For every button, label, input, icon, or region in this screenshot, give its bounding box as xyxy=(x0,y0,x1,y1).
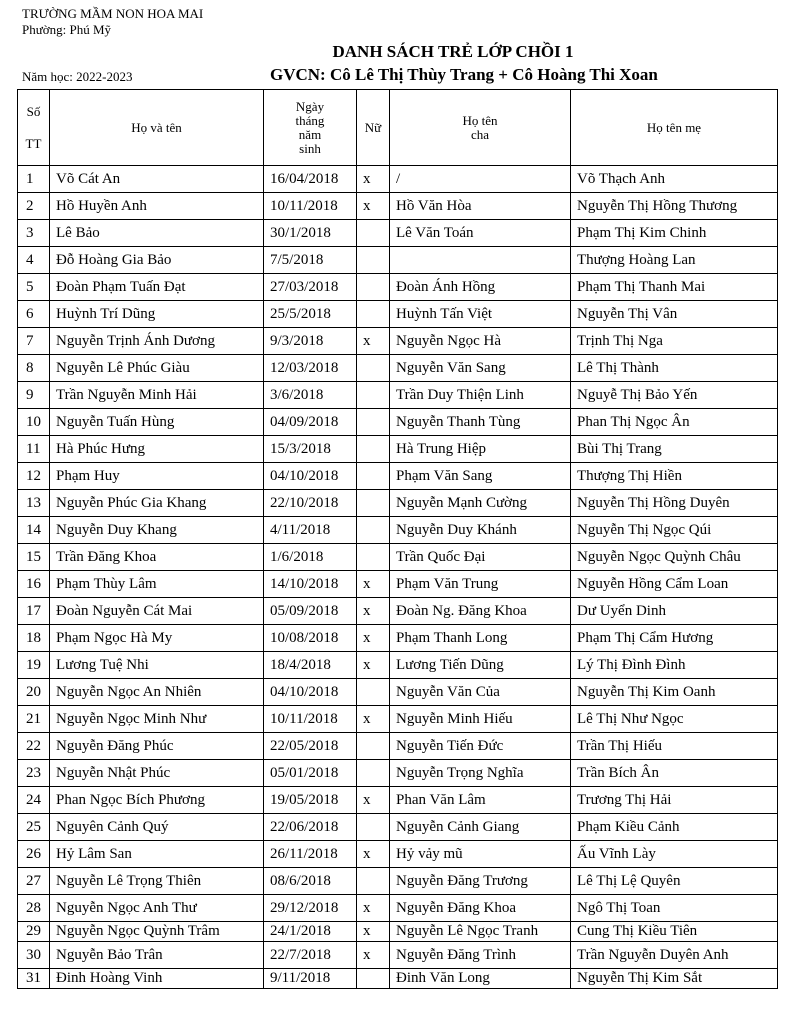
cell-father: Đinh Văn Long xyxy=(390,969,571,989)
cell-female xyxy=(357,868,390,895)
cell-mother: Trương Thị Hải xyxy=(571,787,778,814)
cell-stt: 27 xyxy=(18,868,50,895)
cell-name: Nguyên Cảnh Quý xyxy=(50,814,264,841)
document-title xyxy=(0,42,794,62)
table-row xyxy=(18,814,778,841)
cell-stt: 3 xyxy=(18,220,50,247)
cell-mother: Ấu Vĩnh Lày xyxy=(571,841,778,868)
cell-name: Phạm Huy xyxy=(50,463,264,490)
cell-mother: Võ Thạch Anh xyxy=(571,166,778,193)
cell-name: Đoàn Phạm Tuấn Đạt xyxy=(50,274,264,301)
cell-name: Võ Cát An xyxy=(50,166,264,193)
cell-name: Lê Bảo xyxy=(50,220,264,247)
cell-mother: Lý Thị Đình Đình xyxy=(571,652,778,679)
cell-stt: 13 xyxy=(18,490,50,517)
cell-dob: 05/09/2018 xyxy=(264,598,357,625)
table-row xyxy=(18,247,778,274)
table-row xyxy=(18,706,778,733)
cell-mother: Trần Nguyễn Duyên Anh xyxy=(571,942,778,969)
table-row xyxy=(18,841,778,868)
cell-father: Nguyễn Đăng Khoa xyxy=(390,895,571,922)
cell-female xyxy=(357,301,390,328)
cell-mother: Nguyễn Thị Vân xyxy=(571,301,778,328)
table-row xyxy=(18,463,778,490)
cell-name: Lương Tuệ Nhi xyxy=(50,652,264,679)
cell-name: Đỗ Hoàng Gia Bảo xyxy=(50,247,264,274)
cell-name: Đinh Hoàng Vinh xyxy=(50,969,264,989)
col-header-stt-line1: Số xyxy=(26,103,41,119)
cell-dob: 04/10/2018 xyxy=(264,463,357,490)
cell-father: Đoàn Ánh Hồng xyxy=(390,274,571,301)
cell-dob: 12/03/2018 xyxy=(264,355,357,382)
cell-name: Nguyễn Đăng Phúc xyxy=(50,733,264,760)
cell-dob: 04/09/2018 xyxy=(264,409,357,436)
table-row xyxy=(18,220,778,247)
cell-mother: Phạm Thị Thanh Mai xyxy=(571,274,778,301)
cell-mother: Thượng Hoàng Lan xyxy=(571,247,778,274)
cell-name: Hỷ Lâm San xyxy=(50,841,264,868)
cell-father: Phạm Thanh Long xyxy=(390,625,571,652)
cell-father: Nguyễn Ngọc Hà xyxy=(390,328,571,355)
table-row xyxy=(18,301,778,328)
cell-mother: Phạm Kiều Cảnh xyxy=(571,814,778,841)
table-row xyxy=(18,544,778,571)
cell-dob: 22/06/2018 xyxy=(264,814,357,841)
cell-dob: 24/1/2018 xyxy=(264,922,357,942)
cell-stt: 12 xyxy=(18,463,50,490)
cell-father xyxy=(390,247,571,274)
cell-stt: 30 xyxy=(18,942,50,969)
cell-dob: 27/03/2018 xyxy=(264,274,357,301)
table-row xyxy=(18,598,778,625)
cell-mother: Phan Thị Ngọc Ân xyxy=(571,409,778,436)
table-row xyxy=(18,679,778,706)
cell-female xyxy=(357,679,390,706)
cell-stt: 11 xyxy=(18,436,50,463)
cell-mother: Dư Uyển Dinh xyxy=(571,598,778,625)
table-row xyxy=(18,733,778,760)
cell-mother: Trần Thị Hiếu xyxy=(571,733,778,760)
cell-name: Nguyễn Tuấn Hùng xyxy=(50,409,264,436)
cell-mother: Bùi Thị Trang xyxy=(571,436,778,463)
cell-mother: Nguyễn Ngọc Quỳnh Châu xyxy=(571,544,778,571)
cell-dob: 10/08/2018 xyxy=(264,625,357,652)
table-row xyxy=(18,625,778,652)
cell-female: x xyxy=(357,571,390,598)
cell-dob: 29/12/2018 xyxy=(264,895,357,922)
cell-name: Nguyễn Phúc Gia Khang xyxy=(50,490,264,517)
cell-mother: Nguyễn Thị Hồng Duyên xyxy=(571,490,778,517)
cell-stt: 24 xyxy=(18,787,50,814)
cell-stt: 26 xyxy=(18,841,50,868)
cell-name: Huỳnh Trí Dũng xyxy=(50,301,264,328)
table-row xyxy=(18,895,778,922)
cell-stt: 21 xyxy=(18,706,50,733)
cell-mother: Lê Thị Thành xyxy=(571,355,778,382)
cell-name: Phạm Ngọc Hà My xyxy=(50,625,264,652)
cell-dob: 14/10/2018 xyxy=(264,571,357,598)
cell-name: Hà Phúc Hưng xyxy=(50,436,264,463)
col-header-stt xyxy=(18,90,50,166)
cell-stt: 4 xyxy=(18,247,50,274)
table-row xyxy=(18,166,778,193)
cell-name: Nguyễn Ngọc Quỳnh Trâm xyxy=(50,922,264,942)
cell-name: Hồ Huyền Anh xyxy=(50,193,264,220)
table-row xyxy=(18,868,778,895)
cell-stt: 8 xyxy=(18,355,50,382)
cell-father: Hỷ vảy mũ xyxy=(390,841,571,868)
cell-dob: 18/4/2018 xyxy=(264,652,357,679)
cell-father: Nguyễn Thanh Tùng xyxy=(390,409,571,436)
cell-stt: 19 xyxy=(18,652,50,679)
cell-female xyxy=(357,517,390,544)
cell-father: Phạm Văn Trung xyxy=(390,571,571,598)
cell-stt: 23 xyxy=(18,760,50,787)
cell-female: x xyxy=(357,942,390,969)
cell-stt: 9 xyxy=(18,382,50,409)
cell-dob: 08/6/2018 xyxy=(264,868,357,895)
table-row xyxy=(18,942,778,969)
table-row xyxy=(18,193,778,220)
cell-female xyxy=(357,814,390,841)
cell-mother: Trần Bích Ân xyxy=(571,760,778,787)
cell-dob: 4/11/2018 xyxy=(264,517,357,544)
cell-stt: 28 xyxy=(18,895,50,922)
cell-name: Nguyễn Lê Trọng Thiên xyxy=(50,868,264,895)
cell-stt: 17 xyxy=(18,598,50,625)
cell-female: x xyxy=(357,841,390,868)
cell-name: Nguyễn Nhật Phúc xyxy=(50,760,264,787)
cell-female xyxy=(357,490,390,517)
cell-stt: 22 xyxy=(18,733,50,760)
cell-father: Trần Duy Thiện Linh xyxy=(390,382,571,409)
cell-name: Đoàn Nguyễn Cát Mai xyxy=(50,598,264,625)
col-header-dob-line1: Ngày xyxy=(295,98,325,114)
homeroom-teachers: GVCN: Cô Lê Thị Thùy Trang + Cô Hoàng Thi Xoan xyxy=(270,65,658,84)
document-title-text: DANH SÁCH TRẺ LỚP CHỒI 1 xyxy=(332,42,574,61)
table-row xyxy=(18,517,778,544)
table-row xyxy=(18,969,778,989)
table-row xyxy=(18,760,778,787)
col-header-stt-line2: TT xyxy=(25,135,42,151)
cell-female xyxy=(357,274,390,301)
cell-father: Lê Văn Toán xyxy=(390,220,571,247)
cell-stt: 31 xyxy=(18,969,50,989)
cell-dob: 15/3/2018 xyxy=(264,436,357,463)
ward-name: Phường: Phú Mỹ xyxy=(22,22,112,37)
cell-dob: 10/11/2018 xyxy=(264,706,357,733)
cell-stt: 1 xyxy=(18,166,50,193)
cell-mother: Nguyễn Thị Kim Oanh xyxy=(571,679,778,706)
cell-female xyxy=(357,355,390,382)
cell-father: Nguyễn Văn Sang xyxy=(390,355,571,382)
cell-female xyxy=(357,382,390,409)
cell-female: x xyxy=(357,895,390,922)
cell-dob: 30/1/2018 xyxy=(264,220,357,247)
cell-father: Huỳnh Tấn Việt xyxy=(390,301,571,328)
cell-name: Nguyễn Ngọc Anh Thư xyxy=(50,895,264,922)
cell-mother: Ngô Thị Toan xyxy=(571,895,778,922)
cell-father: Phan Văn Lâm xyxy=(390,787,571,814)
cell-dob: 3/6/2018 xyxy=(264,382,357,409)
cell-father: Lương Tiến Dũng xyxy=(390,652,571,679)
cell-female xyxy=(357,733,390,760)
col-header-father-line2: cha xyxy=(470,126,490,142)
col-header-dob-line4: sinh xyxy=(299,140,321,156)
cell-father: Đoàn Ng. Đăng Khoa xyxy=(390,598,571,625)
col-header-female: Nữ xyxy=(357,90,390,166)
school-year: Năm học: 2022-2023 xyxy=(22,69,133,84)
cell-stt: 25 xyxy=(18,814,50,841)
cell-father: Hà Trung Hiệp xyxy=(390,436,571,463)
table-row xyxy=(18,328,778,355)
cell-father: Nguyễn Minh Hiếu xyxy=(390,706,571,733)
cell-name: Trần Đăng Khoa xyxy=(50,544,264,571)
cell-mother: Lê Thị Như Ngọc xyxy=(571,706,778,733)
cell-stt: 14 xyxy=(18,517,50,544)
cell-father: / xyxy=(390,166,571,193)
table-row xyxy=(18,652,778,679)
cell-female xyxy=(357,463,390,490)
cell-dob: 22/05/2018 xyxy=(264,733,357,760)
cell-mother: Phạm Thị Cẩm Hương xyxy=(571,625,778,652)
cell-female xyxy=(357,544,390,571)
table-header-row xyxy=(18,90,778,166)
cell-female xyxy=(357,760,390,787)
cell-father: Nguyễn Cảnh Giang xyxy=(390,814,571,841)
cell-stt: 7 xyxy=(18,328,50,355)
cell-dob: 22/10/2018 xyxy=(264,490,357,517)
table-row xyxy=(18,787,778,814)
col-header-dob-line3: năm xyxy=(298,126,322,142)
cell-female: x xyxy=(357,625,390,652)
cell-mother: Nguyễn Thị Ngọc Qúi xyxy=(571,517,778,544)
table-row xyxy=(18,922,778,942)
cell-dob: 9/11/2018 xyxy=(264,969,357,989)
cell-name: Phan Ngọc Bích Phương xyxy=(50,787,264,814)
cell-female: x xyxy=(357,598,390,625)
cell-father: Nguyễn Trọng Nghĩa xyxy=(390,760,571,787)
cell-name: Nguyễn Bảo Trân xyxy=(50,942,264,969)
cell-mother: Thượng Thị Hiền xyxy=(571,463,778,490)
cell-mother: Cung Thị Kiều Tiên xyxy=(571,922,778,942)
table-row xyxy=(18,436,778,463)
cell-stt: 18 xyxy=(18,625,50,652)
col-header-father xyxy=(390,90,571,166)
cell-dob: 9/3/2018 xyxy=(264,328,357,355)
cell-name: Nguyễn Duy Khang xyxy=(50,517,264,544)
cell-female: x xyxy=(357,706,390,733)
col-header-dob xyxy=(264,90,357,166)
cell-father: Nguyễn Đăng Trương xyxy=(390,868,571,895)
student-list-table xyxy=(17,89,778,989)
cell-father: Nguyễn Duy Khánh xyxy=(390,517,571,544)
cell-dob: 1/6/2018 xyxy=(264,544,357,571)
cell-mother: Nguyễ Thị Bảo Yến xyxy=(571,382,778,409)
col-header-father-line1: Họ tên xyxy=(462,112,498,128)
cell-stt: 5 xyxy=(18,274,50,301)
cell-name: Phạm Thùy Lâm xyxy=(50,571,264,598)
cell-stt: 16 xyxy=(18,571,50,598)
cell-father: Trần Quốc Đại xyxy=(390,544,571,571)
cell-stt: 10 xyxy=(18,409,50,436)
cell-dob: 7/5/2018 xyxy=(264,247,357,274)
cell-father: Hồ Văn Hòa xyxy=(390,193,571,220)
cell-name: Nguyễn Ngọc An Nhiên xyxy=(50,679,264,706)
cell-name: Nguyễn Trịnh Ánh Dương xyxy=(50,328,264,355)
cell-mother: Phạm Thị Kim Chinh xyxy=(571,220,778,247)
table-row xyxy=(18,382,778,409)
cell-mother: Lê Thị Lệ Quyên xyxy=(571,868,778,895)
cell-female xyxy=(357,969,390,989)
cell-dob: 05/01/2018 xyxy=(264,760,357,787)
cell-father: Phạm Văn Sang xyxy=(390,463,571,490)
cell-female: x xyxy=(357,922,390,942)
cell-father: Nguyễn Văn Của xyxy=(390,679,571,706)
cell-mother: Nguyễn Thị Kim Sắt xyxy=(571,969,778,989)
cell-dob: 26/11/2018 xyxy=(264,841,357,868)
cell-stt: 15 xyxy=(18,544,50,571)
cell-dob: 16/04/2018 xyxy=(264,166,357,193)
cell-dob: 19/05/2018 xyxy=(264,787,357,814)
cell-mother: Trịnh Thị Nga xyxy=(571,328,778,355)
cell-name: Nguyễn Lê Phúc Giàu xyxy=(50,355,264,382)
cell-female: x xyxy=(357,193,390,220)
cell-female: x xyxy=(357,787,390,814)
table-row xyxy=(18,571,778,598)
cell-name: Nguyễn Ngọc Minh Như xyxy=(50,706,264,733)
cell-name: Trần Nguyễn Minh Hải xyxy=(50,382,264,409)
col-header-dob-line2: tháng xyxy=(295,112,325,128)
cell-female: x xyxy=(357,652,390,679)
cell-stt: 6 xyxy=(18,301,50,328)
cell-stt: 2 xyxy=(18,193,50,220)
cell-father: Nguyễn Mạnh Cường xyxy=(390,490,571,517)
cell-father: Nguyễn Đăng Trình xyxy=(390,942,571,969)
cell-female xyxy=(357,409,390,436)
cell-stt: 29 xyxy=(18,922,50,942)
col-header-mother: Họ tên mẹ xyxy=(571,90,778,166)
cell-stt: 20 xyxy=(18,679,50,706)
cell-father: Nguyễn Lê Ngọc Tranh xyxy=(390,922,571,942)
cell-dob: 04/10/2018 xyxy=(264,679,357,706)
cell-father: Nguyễn Tiến Đức xyxy=(390,733,571,760)
table-row xyxy=(18,490,778,517)
col-header-name: Họ và tên xyxy=(50,90,264,166)
table-row xyxy=(18,274,778,301)
cell-dob: 10/11/2018 xyxy=(264,193,357,220)
cell-dob: 25/5/2018 xyxy=(264,301,357,328)
cell-mother: Nguyễn Thị Hồng Thương xyxy=(571,193,778,220)
cell-female xyxy=(357,247,390,274)
table-row xyxy=(18,409,778,436)
cell-female: x xyxy=(357,166,390,193)
cell-dob: 22/7/2018 xyxy=(264,942,357,969)
cell-female xyxy=(357,220,390,247)
cell-mother: Nguyễn Hồng Cẩm Loan xyxy=(571,571,778,598)
table-row xyxy=(18,355,778,382)
cell-female: x xyxy=(357,328,390,355)
school-name: TRƯỜNG MẦM NON HOA MAI xyxy=(22,6,204,21)
cell-female xyxy=(357,436,390,463)
